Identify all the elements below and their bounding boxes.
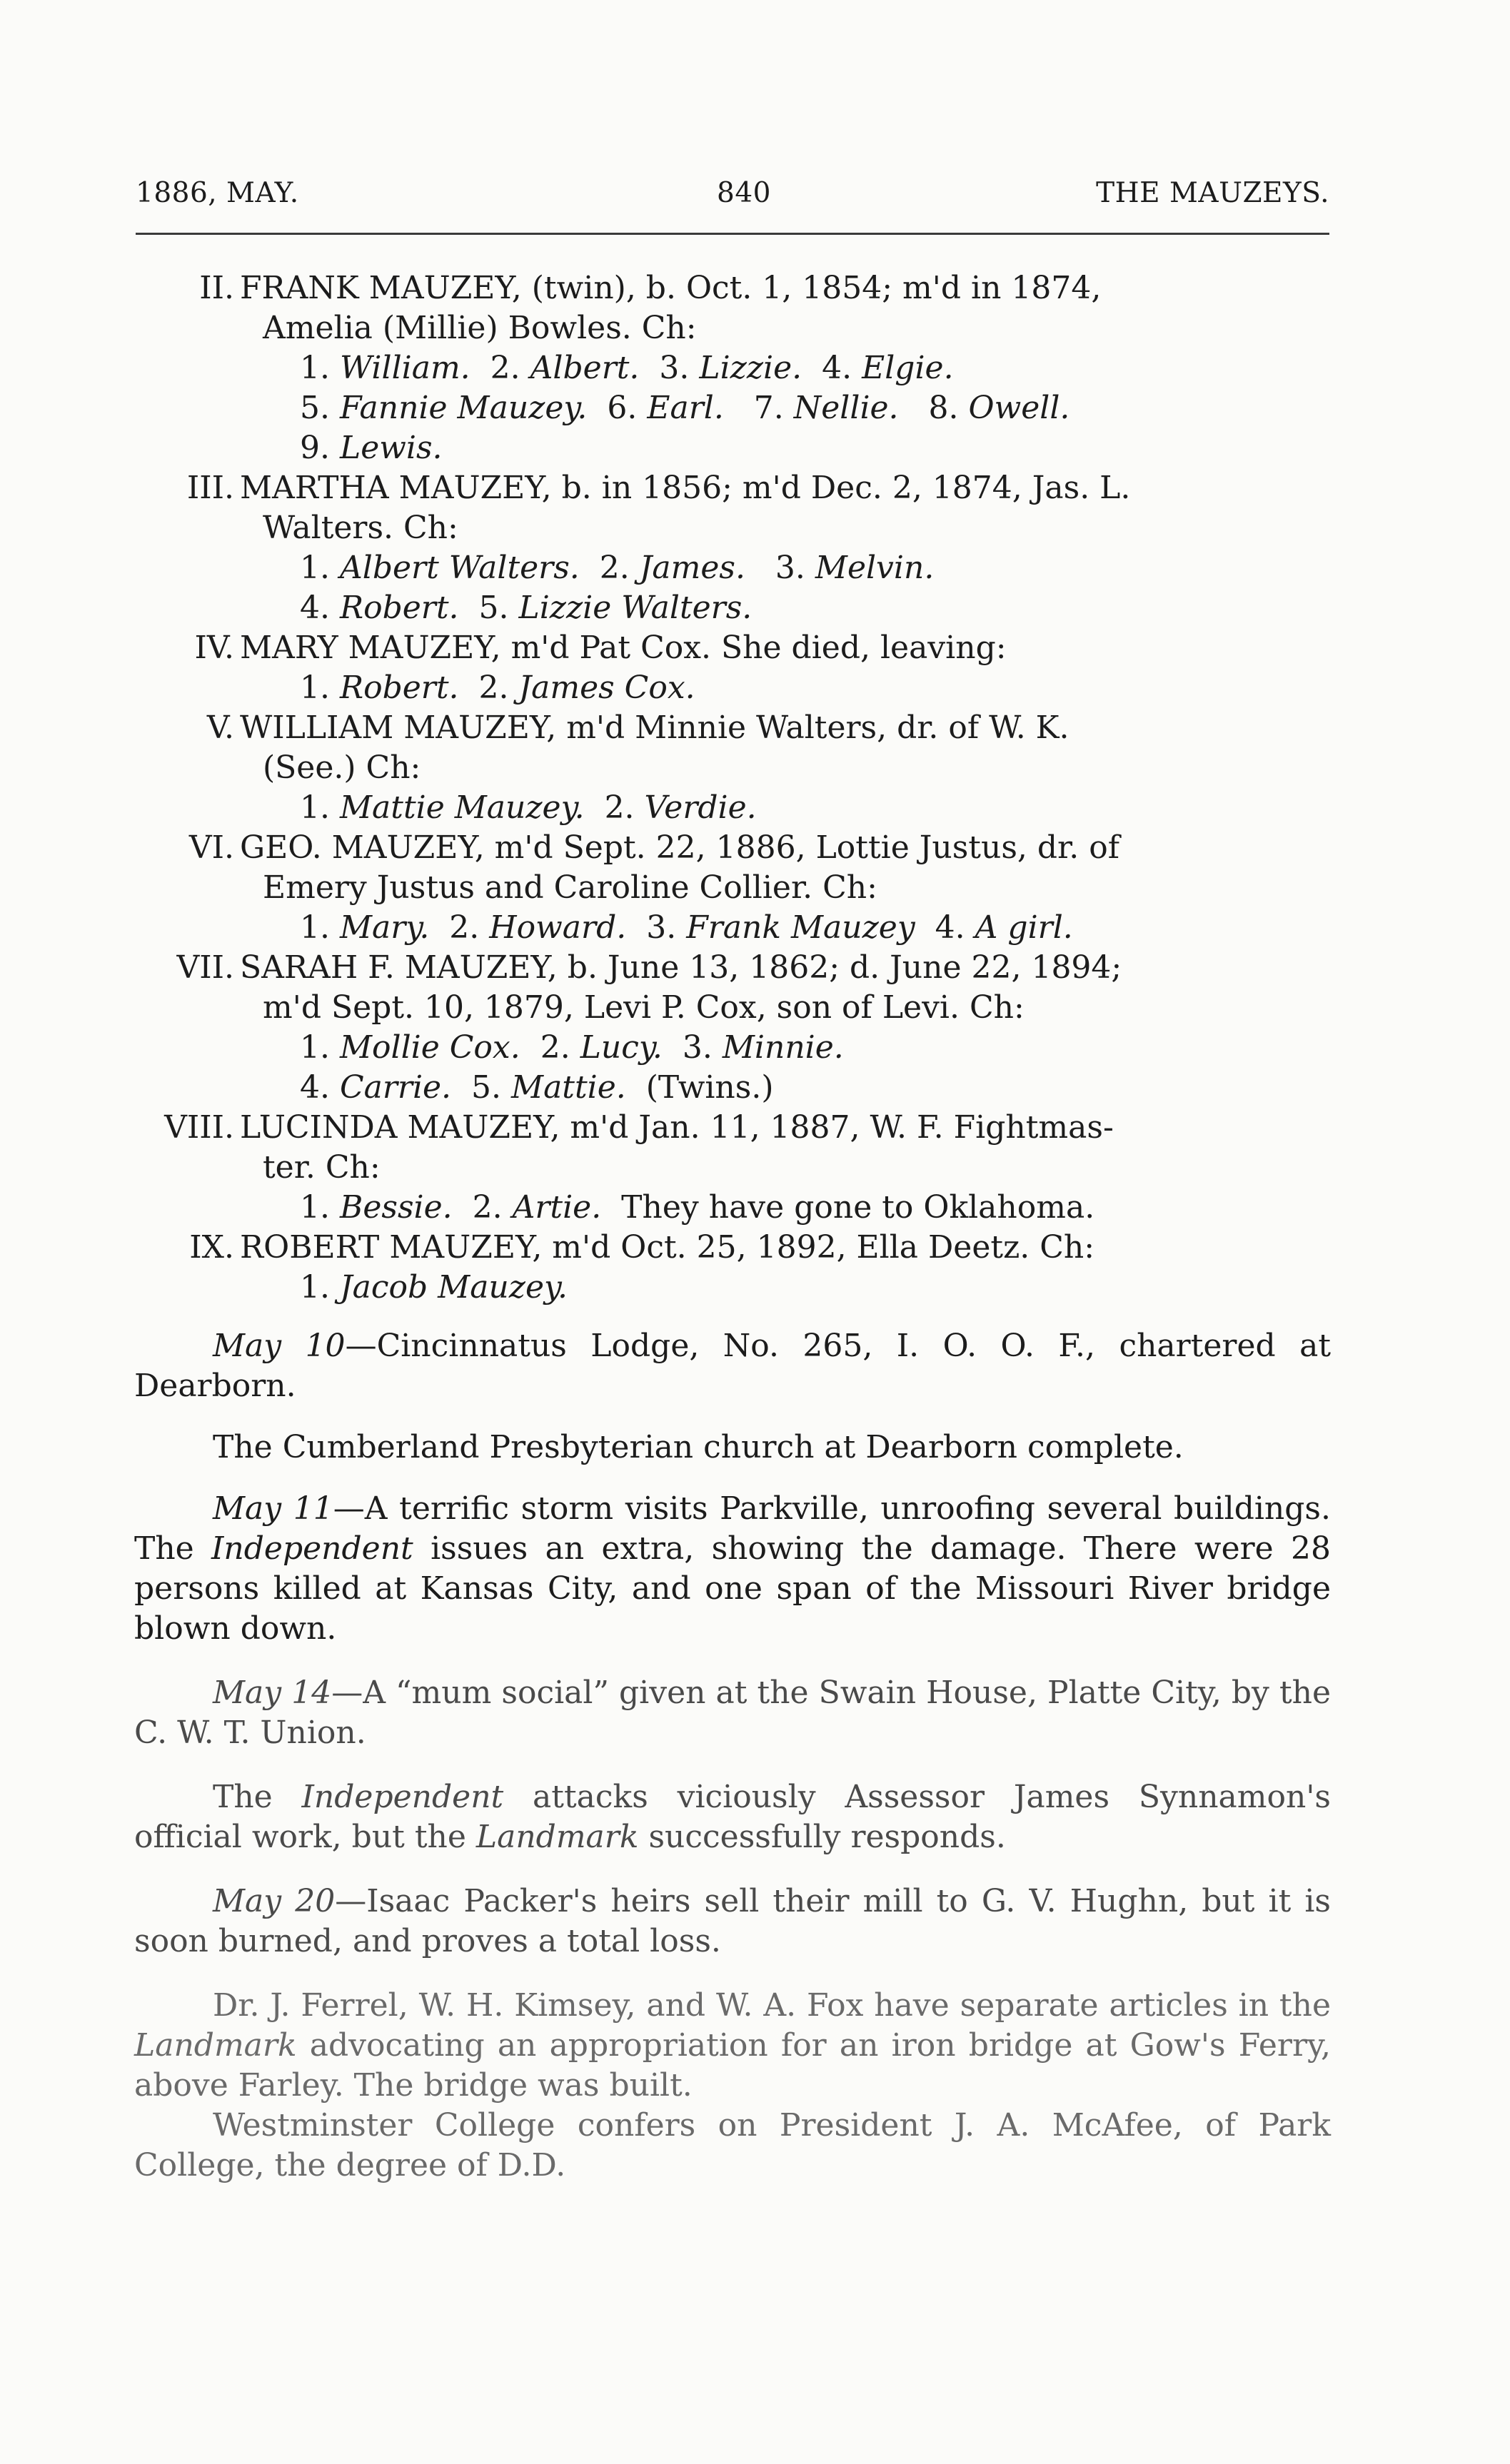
entry-line: Walters. Ch:: [263, 510, 458, 546]
entry-numeral: VIII.: [164, 1109, 234, 1146]
chronicle-paragraph: May 10—Cincinnatus Lodge, No. 265, I. O. O. F., chartered at Dearborn.: [134, 1328, 1331, 1404]
entry-line: FRANK MAUZEY, (twin), b. Oct. 1, 1854; m'd in 1874,: [240, 270, 1102, 306]
entry-line: LUCINDA MAUZEY, m'd Jan. 11, 1887, W. F. Fightmas-: [240, 1109, 1114, 1146]
children-line: 1. Albert Walters. 2. James. 3. Melvin.: [300, 550, 935, 586]
entry-numeral: III.: [186, 470, 234, 506]
family-entry: [134, 268, 1331, 468]
page-body: [134, 268, 1331, 2186]
paragraph-date: May 14: [213, 1675, 332, 1711]
family-entry: [134, 948, 1331, 1108]
children-line: 4. Carrie. 5. Mattie. (Twins.): [300, 1069, 774, 1106]
children-line: 5. Fannie Mauzey. 6. Earl. 7. Nellie. 8. Owell.: [300, 390, 1070, 426]
entry-numeral: VII.: [176, 949, 234, 986]
header-title: THE MAUZEYS.: [1096, 177, 1329, 209]
header-date: 1886, MAY.: [136, 177, 299, 209]
children-line: 4. Robert. 5. Lizzie Walters.: [300, 590, 753, 626]
family-entry: [134, 1228, 1331, 1308]
chronicle-paragraph: May 14—A “mum social” given at the Swain House, Platte City, by the C. W. T. Union.: [134, 1675, 1332, 1751]
family-entry: [134, 708, 1331, 828]
family-entry: [134, 828, 1331, 948]
running-header: [136, 177, 1329, 220]
entry-line: MARTHA MAUZEY, b. in 1856; m'd Dec. 2, 1874, Jas. L.: [240, 470, 1131, 506]
children-line: 1. Bessie. 2. Artie. They have gone to Oklahoma.: [300, 1189, 1095, 1226]
chronicle-paragraph: The Independent attacks viciously Assessor James Synnamon's official work, but the Landmark successfully responds.: [134, 1779, 1331, 1855]
entry-line: GEO. MAUZEY, m'd Sept. 22, 1886, Lottie Justus, dr. of: [240, 829, 1119, 866]
children-line: 1. Robert. 2. James Cox.: [300, 670, 695, 706]
children-line: 1. William. 2. Albert. 3. Lizzie. 4. Elgie.: [300, 350, 954, 386]
entry-numeral: IX.: [189, 1229, 234, 1266]
paragraph-date: May 11: [213, 1490, 333, 1527]
entry-line: (See.) Ch:: [263, 749, 421, 786]
family-entry: [134, 468, 1331, 628]
entry-line: WILLIAM MAUZEY, m'd Minnie Walters, dr. of W. K.: [240, 710, 1069, 746]
entry-line: MARY MAUZEY, m'd Pat Cox. She died, leaving:: [240, 630, 1007, 666]
entry-line: SARAH F. MAUZEY, b. June 13, 1862; d. June 22, 1894;: [240, 949, 1122, 986]
chronicle-paragraph: The Cumberland Presbyterian church at Dearborn complete.: [213, 1429, 1184, 1465]
entry-line: m'd Sept. 10, 1879, Levi P. Cox, son of Levi. Ch:: [263, 989, 1025, 1026]
family-entry: [134, 628, 1331, 708]
family-entry: [134, 1108, 1331, 1228]
children-line: 9. Lewis.: [300, 430, 443, 466]
paragraph-date: May 10: [213, 1328, 346, 1364]
entry-numeral: IV.: [194, 630, 234, 666]
entry-line: ter. Ch:: [263, 1149, 381, 1186]
page-number: 840: [717, 177, 771, 209]
chronicle-paragraph: May 11—A terrific storm visits Parkville, unroofing several buildings. The Independent issues an extra, showing the damage. There were 28 persons killed at Kansas City, and one span of the Missouri River bridge blown down.: [134, 1490, 1331, 1647]
chronicle-paragraph: Dr. J. Ferrel, W. H. Kimsey, and W. A. Fox have separate articles in the Landmark advocating an appropriation for an iron bridge at Gow's Ferry, above Farley. The bridge was built.: [134, 1987, 1331, 2104]
entry-numeral: VI.: [188, 829, 234, 866]
children-line: 1. Mollie Cox. 2. Lucy. 3. Minnie.: [300, 1029, 844, 1066]
entry-numeral: V.: [206, 710, 234, 746]
entry-line: Amelia (Millie) Bowles. Ch:: [263, 310, 697, 346]
children-line: 1. Mattie Mauzey. 2. Verdie.: [300, 789, 757, 826]
entry-numeral: II.: [199, 270, 234, 306]
children-line: 1. Jacob Mauzey.: [300, 1269, 568, 1306]
paragraph-date: May 20: [213, 1883, 336, 1919]
chronicle-paragraph: Westminster College confers on President J. A. McAfee, of Park College, the degree of D.D.: [134, 2107, 1331, 2183]
entry-line: ROBERT MAUZEY, m'd Oct. 25, 1892, Ella Deetz. Ch:: [240, 1229, 1095, 1266]
children-line: 1. Mary. 2. Howard. 3. Frank Mauzey 4. A girl.: [300, 909, 1073, 946]
chronicle-paragraph: May 20—Isaac Packer's heirs sell their mill to G. V. Hughn, but it is soon burned, and proves a total loss.: [134, 1883, 1332, 1959]
entry-line: Emery Justus and Caroline Collier. Ch:: [263, 869, 877, 906]
header-rule: [136, 233, 1329, 235]
